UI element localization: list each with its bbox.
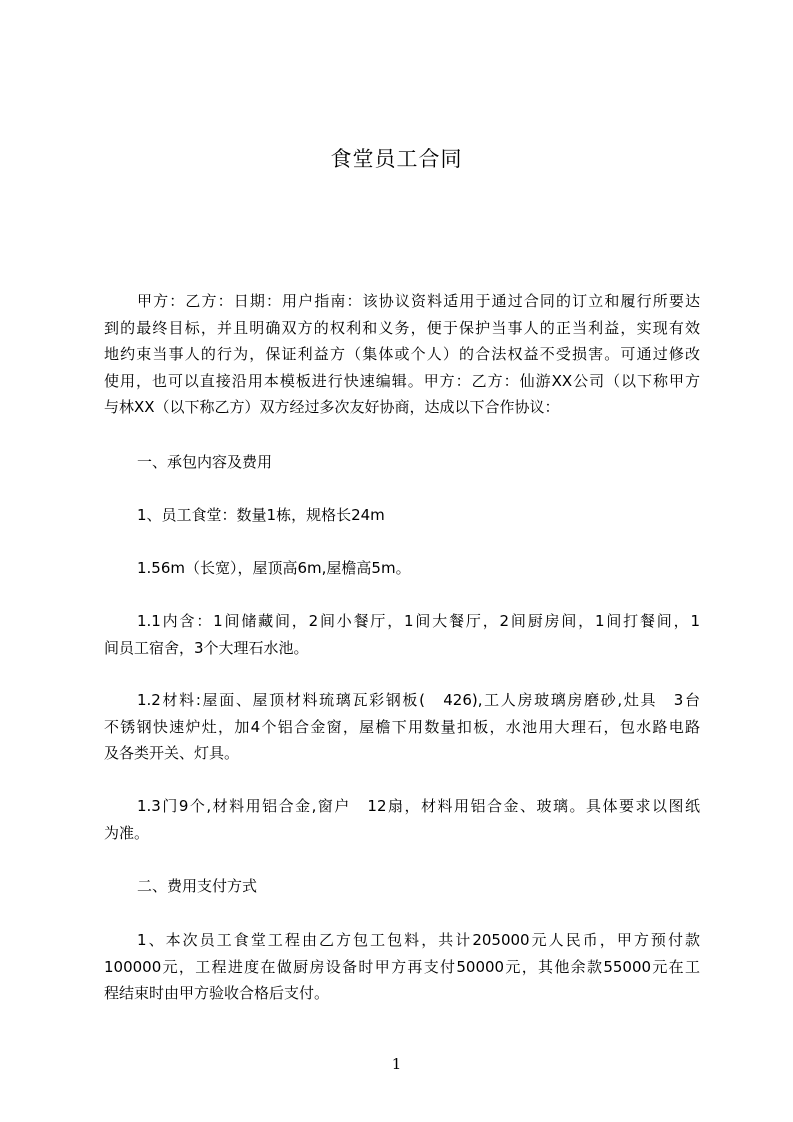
section-heading: 一、承包内容及费用 [137, 453, 273, 471]
paragraph-line: 程结束时由甲方验收合格后支付。 [104, 984, 330, 1002]
paragraph-line: 地约束当事人的行为，保证利益方（集体或个人）的合法权益不受损害。可通过修改 [104, 345, 700, 363]
document-title: 食堂员工合同 [330, 147, 463, 171]
clause-1 [104, 502, 700, 529]
intro-paragraph [104, 288, 700, 421]
paragraph-line: 使用，也可以直接沿用本模板进行快速编辑。甲方：乙方：仙游XX公司（以下称甲方 [104, 371, 700, 390]
payment-clause-1 [104, 927, 700, 1007]
paragraph-line: 1.56m（长宽），屋顶高6m,屋檐高5m。 [137, 559, 411, 577]
paragraph-line: 1.2材料:屋面、屋顶材料琉璃瓦彩钢板( 426),工人房玻璃房磨砂,灶具 3台 [137, 691, 700, 709]
paragraph-line: 到的最终目标，并且明确双方的权利和义务，便于保护当事人的正当利益，实现有效 [104, 318, 700, 337]
clause-1-3 [104, 793, 700, 846]
paragraph-line: 间员工宿舍，3个大理石水池。 [104, 638, 309, 657]
paragraph-line: 为准。 [104, 823, 150, 842]
paragraph-line: 1、员工食堂：数量1栋，规格长24m [137, 506, 385, 524]
paragraph-line: 1、本次员工食堂工程由乙方包工包料，共计205000元人民币，甲方预付款 [137, 931, 700, 949]
clause-1-dimensions [104, 555, 700, 582]
section-heading-payment [104, 873, 700, 900]
paragraph-line: 不锈钢快速炉灶，加4个铝合金窗，屋檐下用数量扣板，水池用大理石，包水路电路 [104, 717, 700, 736]
paragraph-line: 1.3门9个,材料用铝合金,窗户 12扇，材料用铝合金、玻璃。具体要求以图纸 [137, 797, 700, 815]
paragraph-line: 与林XX（以下称乙方）双方经过多次友好协商，达成以下合作协议： [104, 398, 560, 416]
paragraph-line: 100000元，工程进度在做厨房设备时甲方再支付50000元，其他余款55000元在工 [104, 957, 700, 976]
paragraph-line: 及各类开关、灯具。 [104, 744, 240, 762]
clause-1-1 [104, 608, 700, 661]
section-heading: 二、费用支付方式 [137, 877, 258, 895]
paragraph-line: 甲方：乙方：日期：用户指南：该协议资料适用于通过合同的订立和履行所要达 [137, 292, 700, 310]
page-number: 1 [391, 1055, 402, 1073]
section-heading-contract-scope [104, 449, 700, 476]
clause-1-2 [104, 687, 700, 767]
paragraph-line: 1.1内含：1间储藏间，2间小餐厅，1间大餐厅，2间厨房间，1间打餐间，1 [137, 612, 700, 630]
